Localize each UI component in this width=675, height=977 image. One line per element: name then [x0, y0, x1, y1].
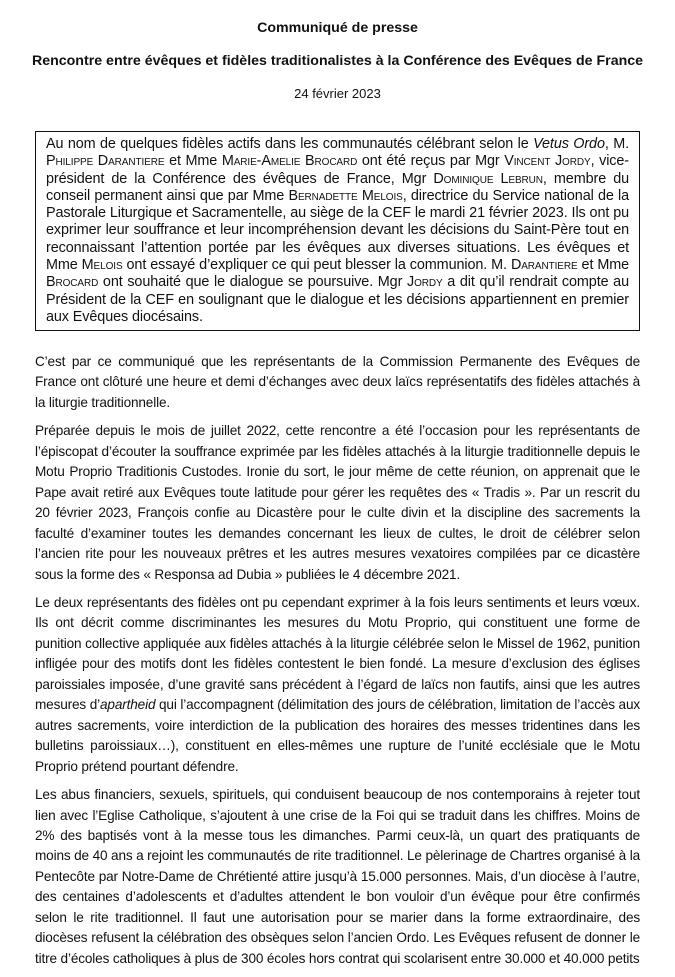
- name-jordy-short: Jordy: [406, 274, 443, 291]
- name-melois-short: Melois: [81, 257, 123, 274]
- paragraph-1: C’est par ce communiqué que les représentants de la Commission Permanente des Evêques de France ont clôturé une heure et demi d’échanges avec deux laïcs représentatifs des fidèles attachés à la liturgie traditionnelle.: [35, 354, 640, 410]
- name-brocard-short: Brocard: [46, 274, 99, 291]
- document-type-heading: Communiqué de presse: [257, 20, 418, 36]
- name-darantiere: Philippe Darantiere: [46, 153, 165, 170]
- summary-box: [35, 131, 640, 331]
- name-brocard: Marie-Amelie Brocard: [221, 153, 358, 170]
- paragraph-2: Préparée depuis le mois de juillet 2022, cette rencontre a été l’occasion pour les représentants de l’épiscopat d’écouter la souffrance exprimée par les fidèles attachés à la liturgie traditionnelle depuis le Motu Proprio Traditionis Custodes. Ironie du sort, le jour même de cette réunion, on apprenait que le Pape avait retiré aux Evêques toute latitude pour gérer les requêtes des « Tradis ». Par un rescrit du 20 février 2023, François confie au Dicastère pour le culte divin et la discipline des sacrements la faculté d’examiner toutes les demandes concernant les lieux de cultes, le droit de célébrer selon l’ancien rite pour les nouveaux prêtres et les autres mesures vexatoires compilées par ce dicastère sous la forme des « Responsa ad Dubia » publiées le 4 décembre 2021.: [35, 423, 640, 582]
- name-lebrun: Dominique Lebrun: [433, 170, 543, 187]
- document-date: 24 février 2023: [294, 86, 381, 101]
- body-text: [35, 352, 640, 977]
- summary-text: Au nom de quelques fidèles actifs dans les communautés célébrant selon le Vetus Ordo, M. Philippe Darantiere et Mme Marie-Amelie Brocard ont été reçus par Mgr Vincent Jordy, vice-président de la Conférence des évêques de France, Mgr Dominique Lebrun, membre du conseil permanent ainsi que par Mme Bernadette Melois, directrice du Service national de la Pastorale Liturgique et Sacramentelle, au siège de la CEF le mardi 21 février 2023. Ils ont pu exprimer leur souffrance et leur incompréhension devant les décisions du Saint-Père tout en reconnaissant l’attention portée par les évêques aux diverses situations. Les évêques et Mme Melois ont essayé d’expliquer ce qui peut blesser la communion. M. Darantiere et Mme Brocard ont souhaité que le dialogue se poursuive. Mgr Jordy a dit qu’il rendrait compte au Président de la CEF en soulignant que le dialogue et les décisions appartiennent en premier aux Evêques diocésains.: [46, 136, 630, 325]
- paragraph-4: Les abus financiers, sexuels, spirituels, qui conduisent beaucoup de nos contemporains à rejeter tout lien avec l’Eglise Catholique, s’ajoutent à une crise de la Foi qui se traduit dans les chiffres. Moins de 2% des baptisés vont à la messe tous les dimanches. Parmi ceux-là, un quart des pratiquants de moins de 40 ans a rejoint les communautés de rite traditionnel. Le pèlerinage de Chartres organisé à la Pentecôte par Notre-Dame de Chrétienté attire jusqu’à 15.000 personnes. Mais, d’un diocèse à l’autre, des centaines d’adolescents et d’adultes attendent le bon vouloir d’un évêque pour être confirmés selon le rite traditionnel. Il faut une autorisation pour se marier dans la forme extraordinaire, des diocèses refusent la célébration des obsèques selon l’ancien Ordo. Les Evêques refusent de donner le titre d’écoles catholiques à plus de 300 écoles hors contrat qui scolarisent entre 30.000 et 40.000 petits: [35, 787, 640, 966]
- apartheid-italic: apartheid: [100, 697, 156, 713]
- document-title: Rencontre entre évêques et fidèles traditionalistes à la Conférence des Evêques de France: [31, 53, 644, 69]
- name-darantiere-short: Darantiere: [510, 257, 578, 274]
- paragraph-3: Le deux représentants des fidèles ont pu cependant exprimer à la fois leurs sentiments et leurs vœux. Ils ont décrit comme discriminantes les mesures du Motu Proprio, qui constituent une forme de punition collective appliquée aux fidèles attachés à la liturgie célébrée selon le Missel de 1962, punition infligée pour des motifs dont les fidèles contestent le bien fondé. La mesure d’exclusion des églises paroissiales imposée, d’une gravité sans précédent à l’égard de laïcs non fautifs, ainsi que les autres mesures d’apartheid qui l’accompagnent (délimitation des jours de célébration, limitation de l’accès aux autres sacrements, voire interdiction de la publication des horaires des messes tridentines dans les bulletins paroissiaux…), constituent en elles-mêmes une rupture de l’unité ecclésiale que le Motu Proprio prétend pourtant défendre.: [35, 594, 641, 774]
- name-jordy: Vincent Jordy: [504, 153, 591, 170]
- name-melois: Bernadette Melois: [288, 187, 403, 204]
- vetus-ordo-italic: Vetus Ordo: [533, 136, 605, 152]
